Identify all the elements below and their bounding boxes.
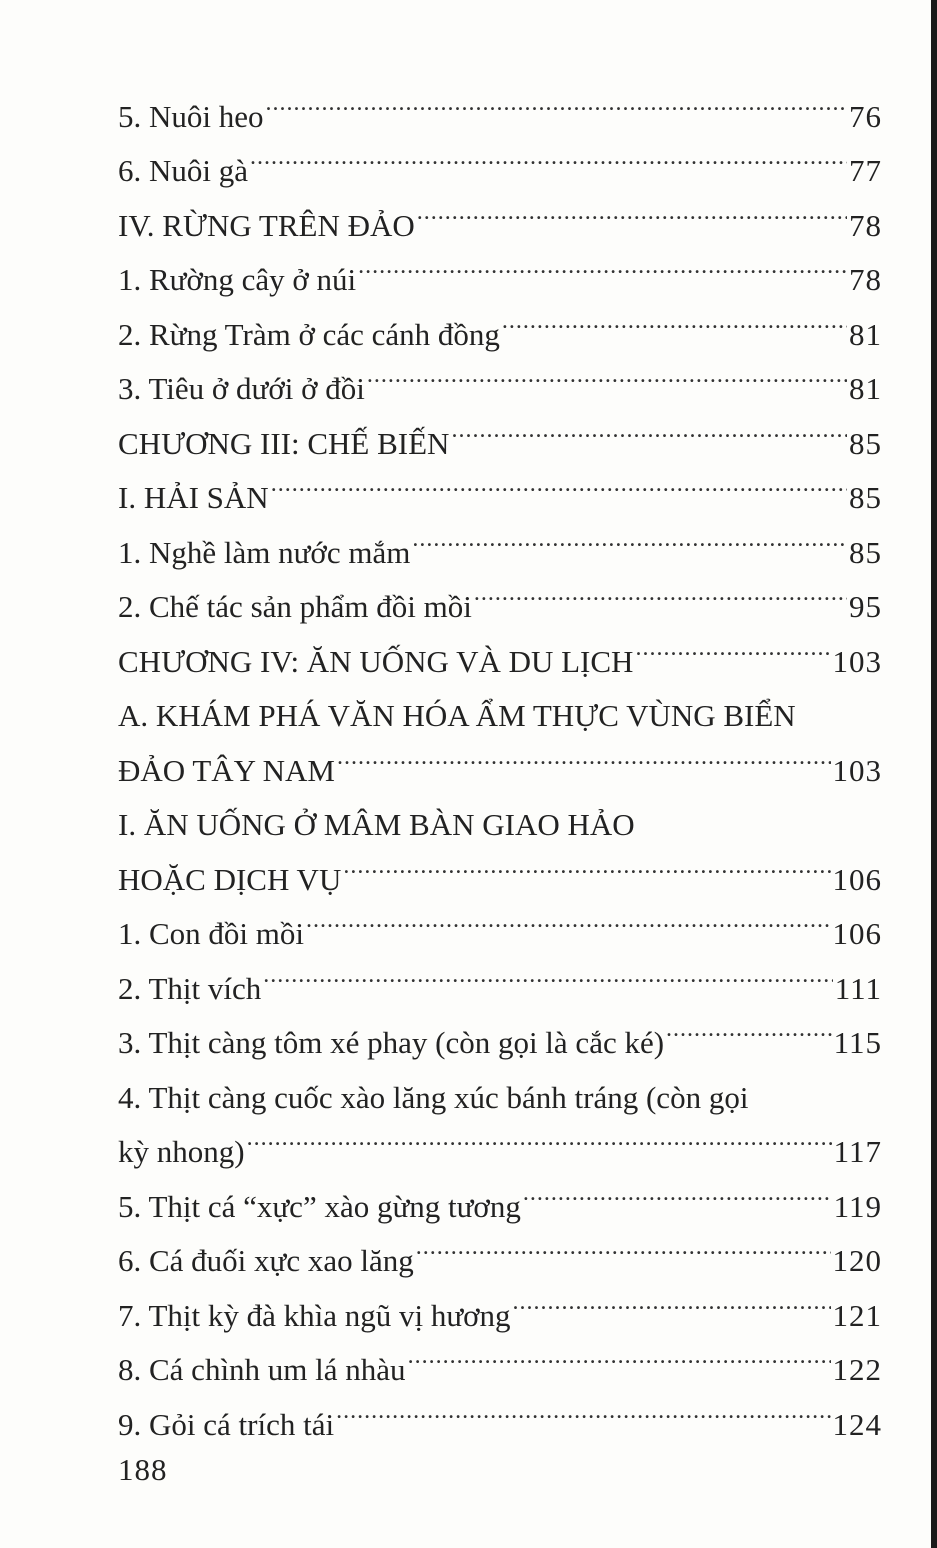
dot-leader (263, 944, 833, 999)
toc-entry-title: 7. Thịt kỳ đà khìa ngũ vị hương (118, 1297, 511, 1333)
dot-leader (635, 617, 830, 672)
toc-entry-title: I. ĂN UỐNG Ở MÂM BÀN GIAO HẢO (118, 807, 635, 842)
page-number: 188 (118, 1452, 168, 1487)
dot-leader (750, 1053, 880, 1108)
dot-leader (798, 672, 880, 727)
dot-leader (412, 508, 847, 563)
toc-entry-title: kỳ nhong) (118, 1134, 245, 1169)
toc-entry-title: 1. Con đồi mồi (118, 916, 305, 951)
toc-entry-title: 2. Rừng Tràm ở các cánh đồng (118, 316, 500, 352)
dot-leader (337, 726, 831, 781)
dot-leader (367, 345, 847, 400)
toc-entry-title: 5. Thịt cá “xực” xào gừng tương (118, 1188, 521, 1224)
dot-leader (513, 1271, 831, 1326)
toc-entry-page: 121 (832, 1297, 882, 1333)
dot-leader (343, 835, 830, 890)
toc-entry-title: CHƯƠNG III: CHẾ BIẾN (118, 425, 450, 461)
dot-leader (250, 127, 847, 182)
toc-entry-page: 103 (832, 752, 882, 788)
dot-leader (336, 1380, 830, 1435)
dot-leader (637, 781, 880, 836)
toc-entry-page: 85 (849, 425, 882, 461)
toc-entry-page: 106 (832, 861, 882, 897)
dot-leader (417, 181, 847, 236)
toc-entry-page: 124 (832, 1406, 882, 1442)
toc-entry-title: IV. RỪNG TRÊN ĐẢO (118, 207, 415, 243)
dot-leader (408, 1326, 831, 1381)
toc-entry-page: 117 (833, 1134, 882, 1169)
dot-leader (474, 563, 847, 618)
toc-entry-title: 1. Rường cây ở núi (118, 262, 357, 297)
toc-entry-title: 2. Thịt vích (118, 970, 262, 1006)
toc-entry-page: 122 (832, 1352, 882, 1387)
toc-entry-title: 5. Nuôi heo (118, 98, 264, 134)
dot-leader (416, 1217, 831, 1272)
table-of-contents (118, 72, 882, 1442)
dot-leader (247, 1108, 832, 1163)
toc-entry-title: 3. Tiêu ở dưới ở đồi (118, 371, 365, 406)
toc-entry (118, 72, 882, 134)
toc-entry-title: 3. Thịt càng tôm xé phay (còn gọi là cắc ké) (118, 1025, 665, 1060)
toc-entry-page: 81 (849, 316, 882, 352)
toc-entry-page: 103 (832, 643, 882, 679)
dot-leader (666, 999, 832, 1054)
toc-entry-title: 6. Cá đuối xực xao lăng (118, 1243, 414, 1278)
toc-entry-title: 1. Nghề làm nước mắm (118, 534, 411, 570)
toc-entry-page: 77 (849, 153, 882, 188)
toc-entry-title: 4. Thịt càng cuốc xào lăng xúc bánh tráng (còn gọi (118, 1079, 749, 1115)
toc-entry-title: 8. Cá chình um lá nhàu (118, 1352, 406, 1387)
dot-leader (358, 236, 847, 291)
dot-leader (306, 890, 830, 945)
dot-leader (266, 72, 847, 127)
toc-entry-page: 111 (834, 970, 882, 1006)
toc-entry-page: 78 (849, 262, 882, 297)
toc-entry-title: HOẶC DỊCH VỤ (118, 861, 342, 897)
toc-entry-page: 119 (833, 1188, 882, 1224)
toc-entry-title: I. HẢI SẢN (118, 480, 269, 515)
toc-entry-page: 78 (849, 207, 882, 243)
toc-entry-page: 95 (849, 589, 882, 624)
toc-entry-page: 120 (832, 1243, 882, 1278)
dot-leader (502, 290, 847, 345)
toc-entry-page: 76 (849, 98, 882, 134)
toc-entry-title: 9. Gỏi cá trích tái (118, 1406, 335, 1442)
toc-entry-title: 6. Nuôi gà (118, 153, 249, 188)
toc-entry-title: 2. Chế tác sản phẩm đồi mồi (118, 589, 472, 624)
dot-leader (523, 1162, 832, 1217)
dot-leader (451, 399, 847, 454)
toc-entry-title: A. KHÁM PHÁ VĂN HÓA ẨM THỰC VÙNG BIỂN (118, 698, 796, 733)
toc-entry-page: 81 (849, 371, 882, 406)
toc-entry-title: CHƯƠNG IV: ĂN UỐNG VÀ DU LỊCH (118, 643, 634, 679)
toc-entry-title: ĐẢO TÂY NAM (118, 752, 335, 788)
toc-entry-page: 85 (849, 534, 882, 570)
dot-leader (271, 454, 847, 509)
toc-entry-page: 85 (849, 480, 882, 515)
toc-entry-page: 115 (833, 1025, 882, 1060)
toc-entry-page: 106 (832, 916, 882, 951)
